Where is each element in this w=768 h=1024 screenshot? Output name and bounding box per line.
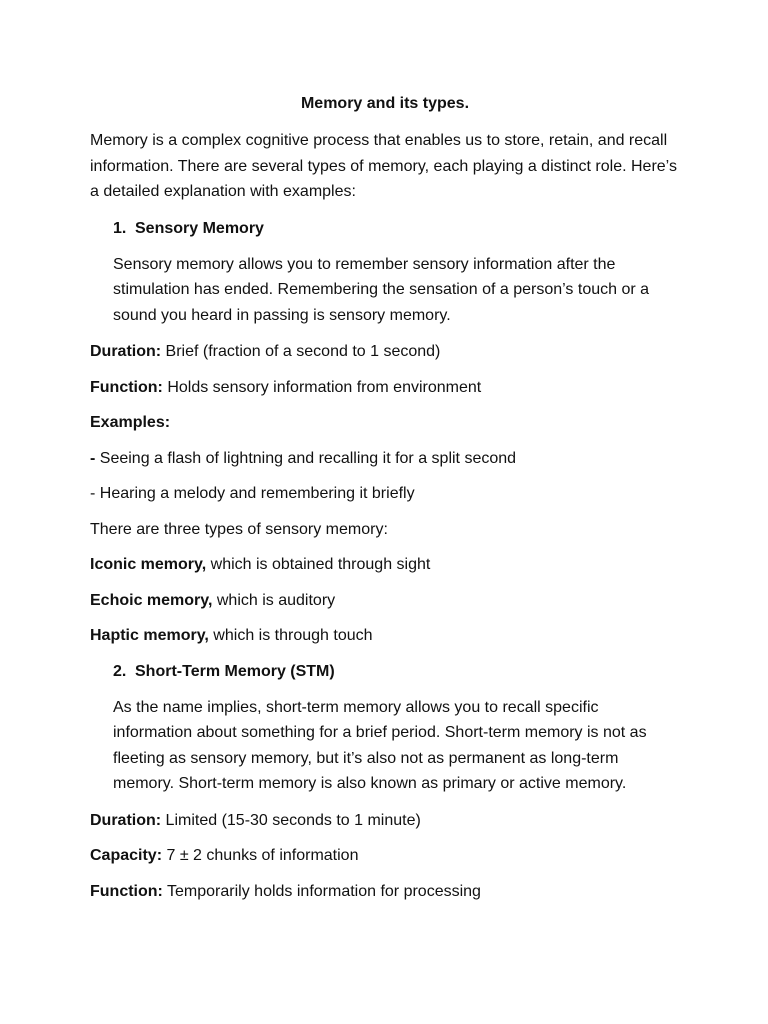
function-value: Holds sensory information from environment bbox=[162, 378, 482, 396]
stm-description: As the name implies, short-term memory allows you to recall specific information about something for a brief period. Short-term memory is not as fleeting as sensory memory, but it’s also not as permanent as long-term memory. Short-term memory is also known as primary or active memory. bbox=[113, 698, 647, 792]
sensory-type-echoic bbox=[90, 588, 680, 613]
example-dash: - bbox=[90, 449, 96, 467]
sensory-types-intro: There are three types of sensory memory: bbox=[90, 520, 388, 538]
document-page bbox=[90, 94, 680, 914]
section-number: 2. bbox=[113, 662, 127, 680]
sensory-description: Sensory memory allows you to remember sensory information after the stimulation has ended. Remembering the sensation of a person’s touch or a sound you heard in passing is sensory memory. bbox=[113, 255, 650, 324]
section-heading-stm bbox=[90, 659, 680, 684]
duration-value: Brief (fraction of a second to 1 second) bbox=[161, 343, 441, 360]
section-number: 1. bbox=[113, 219, 127, 237]
function-label: Function: bbox=[90, 378, 163, 396]
section-heading-sensory bbox=[90, 216, 680, 241]
sensory-example-1 bbox=[90, 446, 680, 471]
duration-label: Duration: bbox=[90, 343, 162, 360]
function-label: Function: bbox=[90, 882, 163, 900]
sensory-type-iconic bbox=[90, 552, 680, 577]
stm-capacity bbox=[90, 843, 680, 868]
examples-label: Examples: bbox=[90, 414, 171, 431]
sensory-example-2: - Hearing a melody and remembering it briefly bbox=[90, 485, 415, 502]
sensory-function bbox=[90, 375, 680, 400]
example-text: Seeing a flash of lightning and recalling it for a split second bbox=[95, 449, 517, 467]
section-title: Short-Term Memory (STM) bbox=[135, 662, 335, 680]
sensory-type-haptic bbox=[90, 623, 680, 648]
type-text: which is obtained through sight bbox=[206, 556, 431, 573]
sensory-duration bbox=[90, 339, 680, 364]
stm-function bbox=[90, 879, 680, 904]
sensory-examples-label bbox=[90, 410, 680, 435]
capacity-value: 7 ± 2 chunks of information bbox=[162, 847, 359, 864]
type-label: Iconic memory, bbox=[90, 556, 207, 573]
duration-label: Duration: bbox=[90, 811, 162, 829]
intro-paragraph: Memory is a complex cognitive process that enables us to store, retain, and recall information. There are several types of memory, each playing a distinct role. Here’s a detailed explanation with examples: bbox=[90, 132, 677, 200]
type-text: which is auditory bbox=[212, 591, 336, 609]
duration-value: Limited (15-30 seconds to 1 minute) bbox=[161, 811, 421, 829]
capacity-label: Capacity: bbox=[90, 847, 163, 864]
stm-duration bbox=[90, 808, 680, 833]
section-title: Sensory Memory bbox=[135, 219, 264, 237]
type-label: Haptic memory, bbox=[90, 627, 209, 644]
type-text: which is through touch bbox=[208, 627, 373, 644]
document-title: Memory and its types. bbox=[300, 95, 470, 112]
function-value: Temporarily holds information for processing bbox=[162, 882, 481, 900]
type-label: Echoic memory, bbox=[90, 591, 213, 609]
